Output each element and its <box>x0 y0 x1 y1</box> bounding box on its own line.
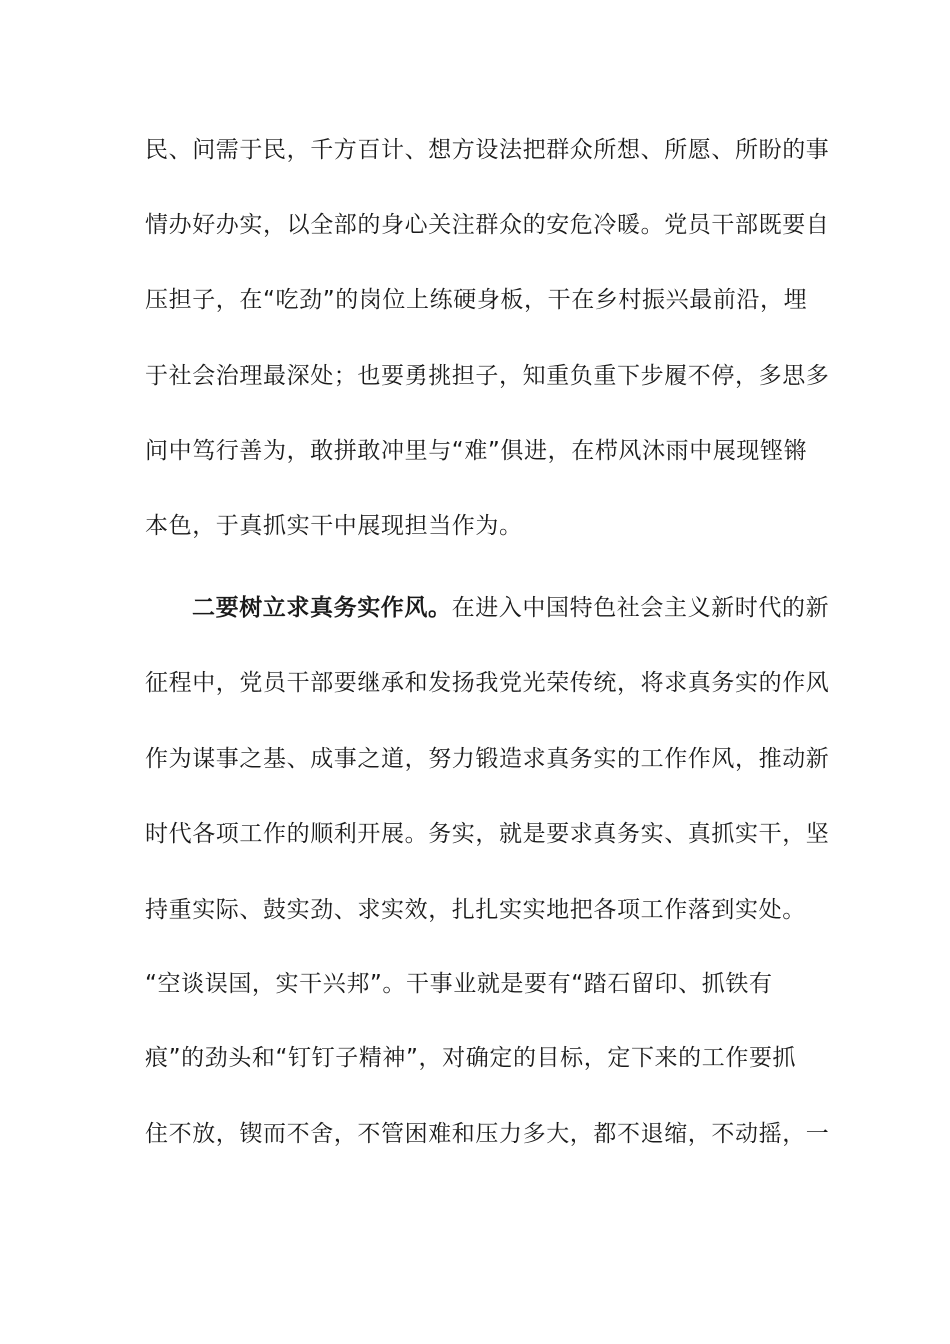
para1-line-3: 压担子，在“吃劲”的岗位上练硬身板，干在乡村振兴最前沿，埋 <box>145 287 808 313</box>
para1-line-1: 民、问需于民，千方百计、想方设法把群众所想、所愿、所盼的事 <box>145 137 830 163</box>
para1-line-2: 情办好办实，以全部的身心关注群众的安危冷暖。党员干部既要自 <box>145 212 830 238</box>
para1-line-6: 本色，于真抓实干中展现担当作为。 <box>145 513 523 539</box>
para2-line-7: 痕”的劲头和“钉钉子精神”，对确定的目标，定下来的工作要抓 <box>145 1045 797 1071</box>
para2-line-8: 住不放，锲而不舍，不管困难和压力多大，都不退缩，不动摇，一 <box>145 1121 830 1147</box>
para1-line-4: 于社会治理最深处；也要勇挑担子，知重负重下步履不停，多思多 <box>145 363 830 389</box>
para2-heading: 二要树立求真务实作风。 <box>192 595 452 621</box>
para2-first-line-rest: 在进入中国特色社会主义新时代的新 <box>451 595 830 621</box>
para2-line-5: 持重实际、鼓实劲、求实效，扎扎实实地把各项工作落到实处。 <box>145 897 806 923</box>
para2-line-3: 作为谋事之基、成事之道，努力锻造求真务实的工作作风，推动新 <box>145 746 830 772</box>
para2-line-2: 征程中，党员干部要继承和发扬我党光荣传统，将求真务实的作风 <box>145 670 830 696</box>
para1-line-5: 问中笃行善为，敢拼敢冲里与“难”俱进，在栉风沐雨中展现铿锵 <box>145 438 808 464</box>
para2-line-4: 时代各项工作的顺利开展。务实，就是要求真务实、真抓实干，坚 <box>145 821 830 847</box>
para2-line-6: “空谈误国，实干兴邦”。干事业就是要有“踏石留印、抓铁有 <box>145 971 773 997</box>
para2-first-line <box>192 593 830 623</box>
